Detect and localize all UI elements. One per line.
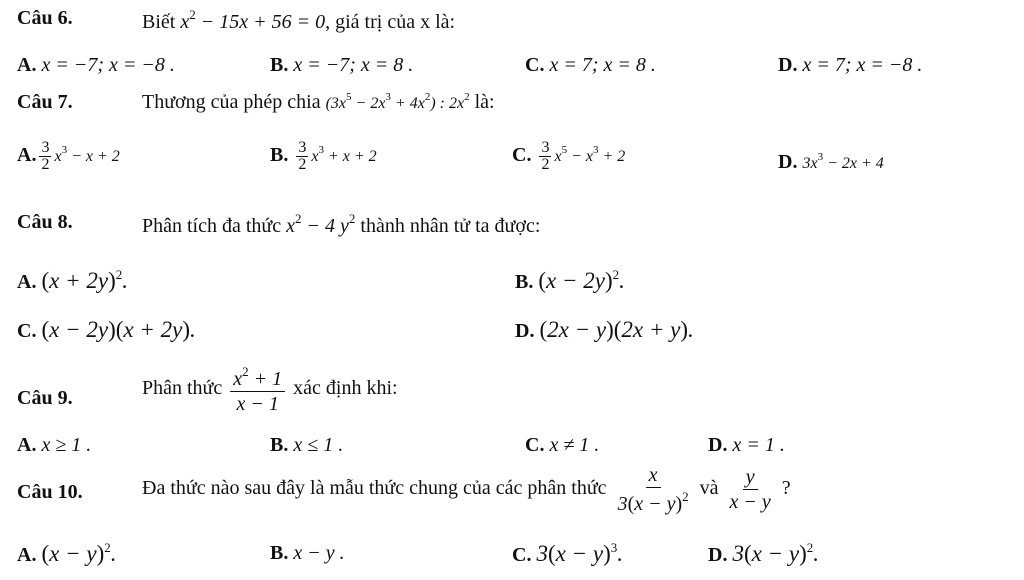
question-6-option-d[interactable]: D. x = 7; x = −8 . xyxy=(778,54,923,76)
question-8-option-b[interactable]: B. $(x - 2y)^2$. xyxy=(515,267,625,293)
question-9-option-a[interactable]: A. x ≥ 1 . xyxy=(17,434,92,456)
question-9-option-c[interactable]: C. x ≠ 1 . xyxy=(525,434,600,456)
option-label: A. xyxy=(17,144,37,167)
question-8-stem xyxy=(142,212,540,236)
question-8-option-a[interactable]: A. $(x + 2y)^2$. xyxy=(17,267,128,293)
question-10-option-c[interactable]: C. $3(x - y)^3$. xyxy=(512,540,623,566)
option-label: C. xyxy=(525,54,545,76)
option-label: D. xyxy=(708,434,728,456)
option-label: A. xyxy=(17,434,37,456)
question-10-option-a[interactable]: A. $(x - y)^2$. xyxy=(17,540,117,566)
question-10-stem-pre: Đa thức nào sau đây là mẫu thức chung của các phân thức xyxy=(142,477,607,500)
question-8-number: Câu 8. xyxy=(17,211,73,233)
question-9-stem xyxy=(142,365,398,414)
option-label: C. xyxy=(525,434,545,456)
question-7-number: Câu 7. xyxy=(17,91,73,113)
question-6-number: Câu 6. xyxy=(17,7,73,29)
question-9-fraction: $\frac{x^2 + 1}{x - 1}$ xyxy=(230,365,285,414)
option-label: C. xyxy=(512,544,532,566)
option-label: A. xyxy=(17,544,37,566)
question-9-option-b[interactable]: B. x ≤ 1 . xyxy=(270,434,344,456)
question-9-stem-pre: Phân thức xyxy=(142,377,223,400)
question-10-stem xyxy=(142,465,791,514)
option-label: B. xyxy=(270,144,289,167)
option-label: D. xyxy=(778,54,798,76)
question-8-option-d[interactable]: D. (2x − y)(2x + y). xyxy=(515,317,694,342)
question-7-stem-post: là: xyxy=(474,91,495,113)
option-label: D. xyxy=(778,151,798,173)
option-label: C. xyxy=(512,144,532,167)
question-10-joiner: và xyxy=(699,477,719,500)
question-6-equation: $x^2 - 15x + 56 = 0$ xyxy=(180,7,326,33)
question-6-stem-pre: Biết xyxy=(142,11,176,33)
option-label: B. xyxy=(515,271,534,293)
option-label: D. xyxy=(708,544,728,566)
question-10-option-d[interactable]: D. $3(x - y)^2$. xyxy=(708,540,819,566)
option-label: D. xyxy=(515,320,535,342)
question-10-number: Câu 10. xyxy=(17,481,83,503)
question-7-option-b[interactable]: B. $\frac{3}{2}$ $x^3 + x + 2$ xyxy=(270,139,377,173)
question-7-stem-pre: Thương của phép chia xyxy=(142,91,321,113)
question-6-option-b[interactable]: B. x = −7; x = 8 . xyxy=(270,54,414,76)
option-label: B. xyxy=(270,434,289,456)
option-label: B. xyxy=(270,54,289,76)
question-10-fraction-1: $\frac{x}{3(x - y)^2}$ xyxy=(617,464,689,515)
option-label: A. xyxy=(17,54,37,76)
question-9-number: Câu 9. xyxy=(17,387,73,409)
question-7-stem xyxy=(142,92,495,112)
question-6-option-a[interactable]: A. x = −7; x = −8 . xyxy=(17,54,175,76)
question-10-option-b[interactable]: B. x − y . xyxy=(270,542,345,564)
question-8-stem-post: thành nhân tử ta được: xyxy=(360,215,541,237)
question-9-option-d[interactable]: D. x = 1 . xyxy=(708,434,785,456)
question-7-expression: $(3x^5 - 2x^3 + 4x^2)$ : $2x^2$ xyxy=(325,91,470,112)
option-label: A. xyxy=(17,271,37,293)
question-8-stem-pre: Phân tích đa thức xyxy=(142,215,282,237)
question-10-fraction-2: $\frac{y}{x - y}$ xyxy=(729,466,771,513)
question-6-stem-post: , giá trị của x là: xyxy=(325,11,456,33)
question-8-expression: $x^2 - 4$ $y^2$ xyxy=(286,211,356,237)
question-7-option-c[interactable]: C. $\frac{3}{2}$ $x^5 - x^3 + 2$ xyxy=(512,139,626,173)
question-10-stem-post: ? xyxy=(781,477,791,500)
question-9-stem-post: xác định khi: xyxy=(293,377,398,400)
question-6-option-c[interactable]: C. x = 7; x = 8 . xyxy=(525,54,656,76)
question-8-option-c[interactable]: C. (x − 2y)(x + 2y). xyxy=(17,317,196,342)
question-6-stem xyxy=(142,8,455,32)
option-label: C. xyxy=(17,320,37,342)
option-label: B. xyxy=(270,542,289,564)
question-7-option-d[interactable]: D. $3x^3 - 2x + 4$ xyxy=(778,151,884,173)
question-7-option-a[interactable]: A. $\frac{3}{2}$ $x^3 - x + 2$ xyxy=(17,139,120,173)
